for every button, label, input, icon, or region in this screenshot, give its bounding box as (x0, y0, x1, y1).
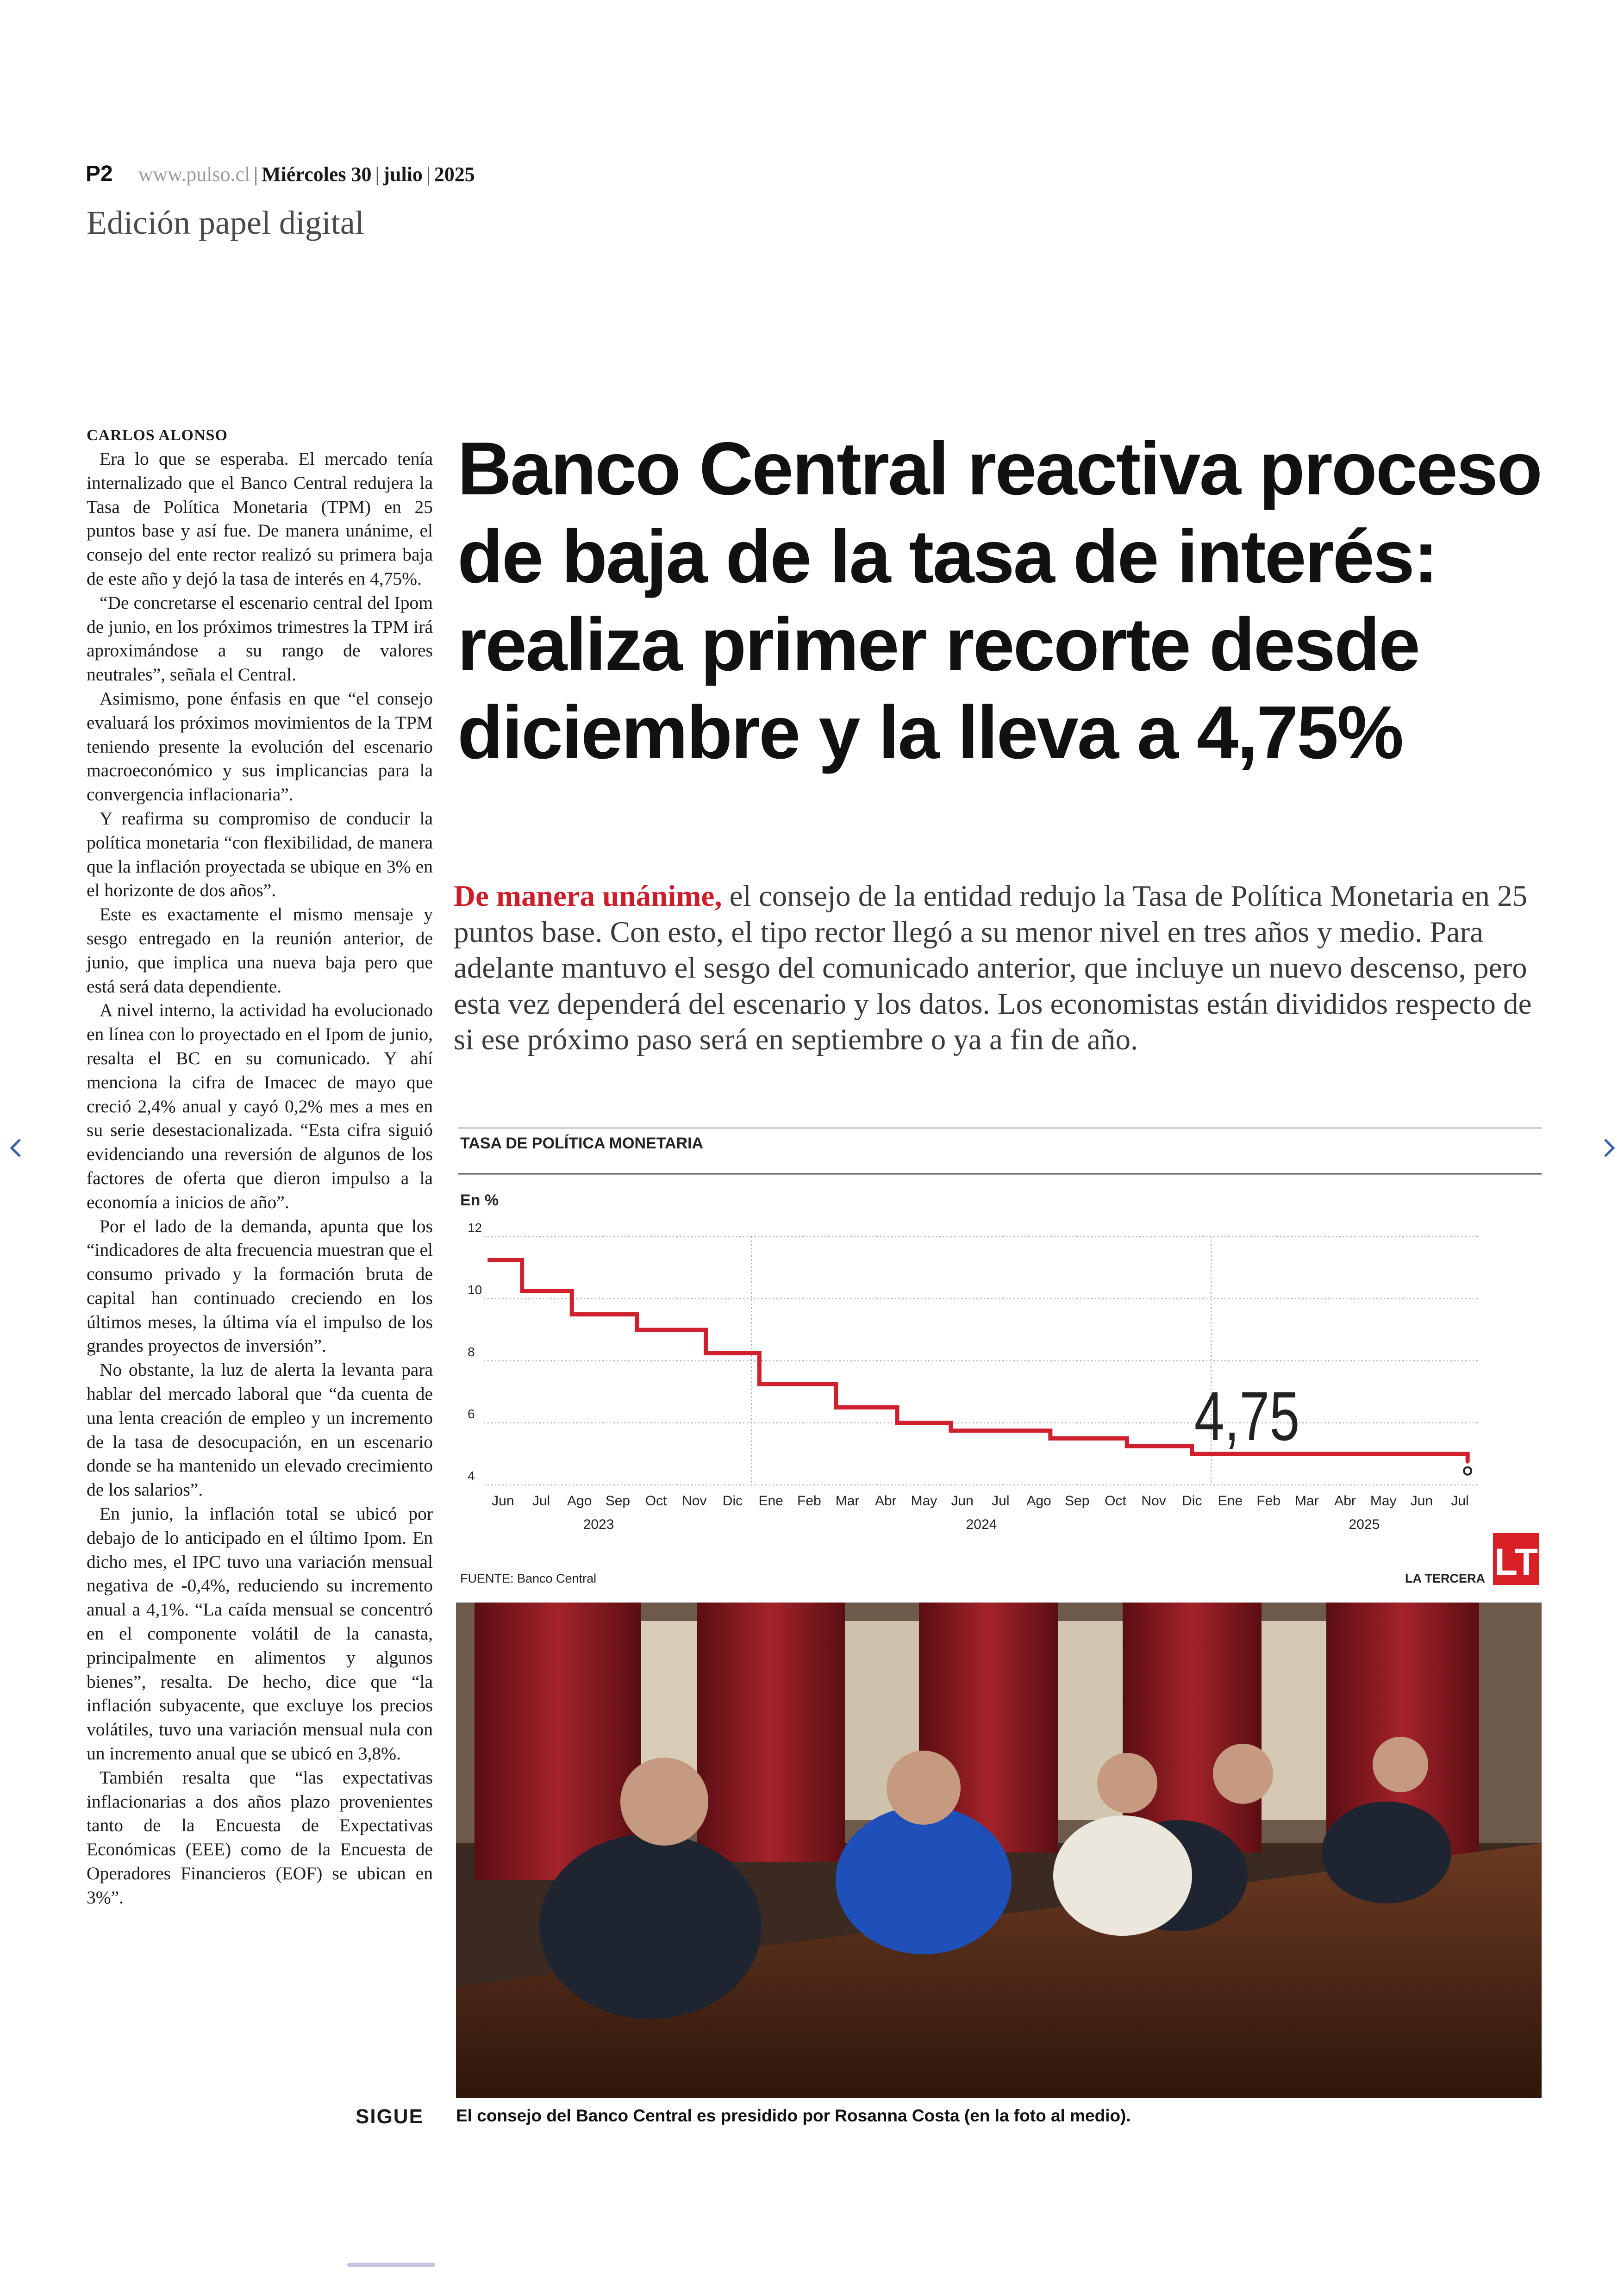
y-tick-label: 6 (468, 1407, 475, 1421)
body-paragraph: Era lo que se esperaba. El mercado tenía internalizado que el Banco Central redujera la Tasa de Política Monetaria (TPM) en 25 puntos base y así fue. De manera unánime, el consejo del ente rector realizó su primera baja de este año y dejó la tasa de interés en 4,75%. (87, 449, 433, 589)
y-tick-label: 8 (468, 1345, 475, 1359)
current-rate-annotation: 4,75 (1194, 1377, 1300, 1455)
body-paragraph: No obstante, la luz de alerta la levanta para hablar del mercado laboral que “da cuenta de una lenta creación de empleo y un incremento de la tasa de desocupación, en un escenario donde se ha mantenido un elevado crecimiento de los salarios”. (87, 1360, 433, 1500)
x-tick-label: Mar (835, 1493, 860, 1509)
page-scroll-indicator[interactable] (347, 2263, 435, 2267)
body-paragraph: En junio, la inflación total se ubicó por debajo de lo anticipado en el último Ipom. En dicho mes, el IPC tuvo una variación mensual negativa de -0,4%, reduciendo su incremento anual a 4,1%. “La caída mensual se concentró en el componente volátil de la canasta, principalmente en alimentos y algunos bienes”, resalta. De hecho, dice que “la inflación subyacente, que excluye los precios volátiles, tuvo una variación mensual nula con un incremento anual que se ubicó en 3,8%. (87, 1503, 433, 1764)
x-tick-label: Sep (1065, 1493, 1090, 1509)
chart-title: TASA DE POLÍTICA MONETARIA (460, 1135, 704, 1152)
photo-caption: El consejo del Banco Central es presidido por Rosanna Costa (en la foto al medio). (456, 2106, 1131, 2125)
x-tick-label: Feb (1256, 1493, 1281, 1509)
chart-ylabel: En % (460, 1191, 499, 1209)
year-label: 2025 (1349, 1517, 1380, 1532)
x-tick-label: Dic (722, 1493, 743, 1509)
article-body (87, 447, 433, 1910)
current-rate-marker (1464, 1467, 1471, 1475)
body-paragraph: También resalta que “las expectativas inflacionarias a dos años plazo provenientes tanto de la Encuesta de Expectativas Económicas (EEE) como de la Encuesta de Operadores Financieros (EOF) se ubican en 3%”. (87, 1767, 433, 1908)
x-tick-label: Nov (682, 1493, 707, 1509)
tpm-chart (458, 1128, 1542, 1593)
x-tick-label: Ene (1218, 1493, 1243, 1509)
x-tick-label: Oct (645, 1493, 667, 1509)
x-tick-label: Jun (951, 1493, 974, 1509)
rate-change-point (1466, 1460, 1469, 1464)
x-tick-label: May (911, 1493, 937, 1509)
issue-year: 2025 (434, 163, 475, 186)
rate-change-point (895, 1421, 899, 1425)
x-tick-label: Ago (1026, 1493, 1051, 1509)
year-label: 2024 (966, 1517, 997, 1532)
edition-label: Edición papel digital (87, 204, 364, 241)
x-tick-label: Jun (492, 1493, 514, 1509)
board-photo (456, 1603, 1542, 2098)
x-tick-label: Abr (874, 1493, 897, 1509)
next-page-button[interactable] (1595, 1134, 1623, 1162)
lede (454, 879, 1537, 1058)
chart-credit: LA TERCERA (1405, 1572, 1485, 1585)
body-paragraph: Por el lado de la demanda, apunta que los “indicadores de alta frecuencia muestran que el consumo privado y la formación bruta de capital han continuado creciendo en los últimos meses, la última vía el impulso de los grandes proyectos de inversión”. (87, 1216, 433, 1356)
year-label: 2023 (583, 1517, 614, 1532)
rate-change-point (570, 1313, 574, 1316)
rate-change-point (834, 1406, 838, 1409)
chevron-left-icon (2, 1134, 30, 1162)
rate-change-point (1125, 1444, 1129, 1448)
headline: Banco Central reactiva proceso de baja de la tasa de interés: realiza primer recorte desde diciembre y la lleva a 4,75% (457, 427, 1541, 774)
x-tick-label: Jul (1451, 1493, 1469, 1509)
lede-text: el consejo de la entidad redujo la Tasa de Política Monetaria en 25 puntos base. Con esto, el tipo rector llegó a su menor nivel en tres años y medio. Para adelante mantuvo el sesgo del comunicado anterior, que incluye un nuevo descenso, pero esta vez dependerá del escenario y los datos. Los economistas están divididos respecto de si ese próximo paso será en septiembre o ya a fin de año. (454, 879, 1532, 1056)
rate-change-point (757, 1382, 761, 1386)
chart-canvas (458, 1128, 1542, 1593)
issue-month: julio (383, 163, 423, 186)
y-tick-label: 12 (468, 1221, 482, 1235)
chart-source: FUENTE: Banco Central (460, 1572, 597, 1585)
rate-change-point (635, 1328, 639, 1332)
x-tick-label: Ago (567, 1493, 592, 1509)
site-url[interactable]: www.pulso.cl (138, 163, 250, 186)
prev-page-button[interactable] (2, 1134, 30, 1162)
lede-lead: De manera unánime, (454, 879, 722, 913)
byline: CARLOS ALONSO (87, 427, 228, 444)
x-tick-label: Jun (1410, 1493, 1433, 1509)
x-tick-label: May (1370, 1493, 1397, 1509)
x-tick-label: Jul (532, 1493, 550, 1509)
page-number: P2 (86, 162, 113, 186)
rate-change-point (1049, 1437, 1052, 1441)
x-tick-label: Sep (605, 1493, 631, 1509)
rate-change-point (520, 1289, 524, 1293)
y-tick-label: 10 (468, 1283, 482, 1297)
x-tick-label: Oct (1105, 1493, 1126, 1509)
x-tick-label: Ene (758, 1493, 783, 1509)
body-paragraph: “De concretarse el escenario central del Ipom de junio, en los próximos trimestres la TPM irá aproximándose a su rango de valores neutrales”, señala el Central. (87, 592, 433, 685)
continue-label: SIGUE (356, 2105, 424, 2128)
x-tick-label: Nov (1141, 1493, 1166, 1509)
board-photo-illustration (456, 1603, 1542, 2098)
x-tick-label: Mar (1295, 1493, 1319, 1509)
body-paragraph: A nivel interno, la actividad ha evolucionado en línea con lo proyectado en el Ipom de junio, resalta el BC en su comunicado. Y ahí menciona la cifra de Imacec de mayo que creció 2,4% anual y cayó 0,2% mes a mes en su serie desestacionalizada. “Esta cifra siguió evidenciando una reversión de algunos de los factores de oferta que dieron impulso a la economía a inicios de año”. (87, 1000, 433, 1212)
issue-day: Miércoles 30 (262, 163, 372, 186)
lt-logo-text: LT (1494, 1541, 1538, 1583)
x-tick-label: Jul (992, 1493, 1010, 1509)
chevron-right-icon (1595, 1134, 1623, 1162)
y-tick-label: 4 (468, 1469, 475, 1483)
body-paragraph: Y reafirma su compromiso de conducir la política monetaria “con flexibilidad, de manera que la inflación proyectada se ubique en 3% en el horizonte de dos años”. (87, 808, 433, 901)
rate-change-point (1190, 1452, 1194, 1456)
body-paragraph: Asimismo, pone énfasis en que “el consejo evaluará los próximos movimientos de la TPM teniendo presente la evolución del escenario macroeconómico y sus implicancias para la convergencia inflacionaria”. (87, 688, 433, 805)
x-tick-label: Dic (1182, 1493, 1202, 1509)
body-paragraph: Este es exactamente el mismo mensaje y sesgo entregado en la reunión anterior, de junio, que implica una nueva baja pero que está será data dependiente. (87, 904, 433, 997)
x-tick-label: Abr (1334, 1493, 1356, 1509)
rate-change-point (704, 1351, 708, 1355)
lt-logo (1493, 1533, 1539, 1585)
page-folio: P2 www.pulso.cl | Miércoles 30 | julio | 2025 (86, 162, 475, 186)
x-tick-label: Feb (797, 1493, 821, 1509)
rate-change-point (949, 1429, 953, 1433)
